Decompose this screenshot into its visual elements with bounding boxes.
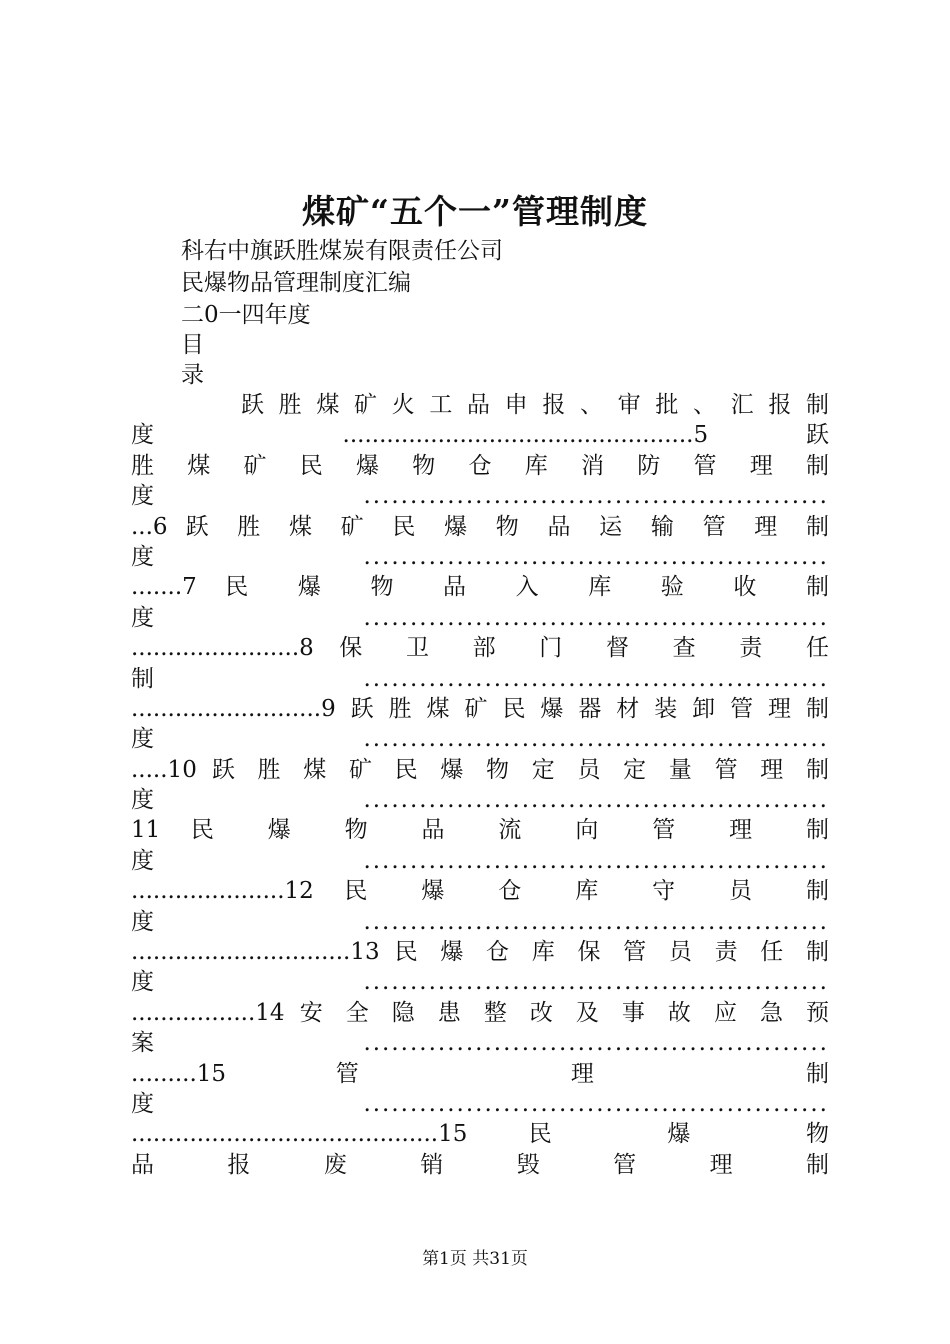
toc-heading-lu: 录 — [181, 362, 204, 388]
toc-line: .....................12 民 爆 仓 库 守 员 制 — [131, 878, 829, 905]
toc-line: .....10 跃 胜 煤 矿 民 爆 物 定 员 定 量 管 理 制 — [131, 756, 829, 783]
toc-line: .................14 安 全 隐 患 整 改 及 事 故 应 急 预 — [131, 999, 829, 1026]
toc-line: 度.................................................. — [131, 969, 829, 996]
toc-line: 度.................................................. — [131, 1090, 829, 1117]
toc-line: .........15 管 理 制 — [131, 1060, 829, 1087]
toc-line: .......................8 保 卫 部 门 督 查 责 任 — [131, 635, 829, 662]
toc-line: 跃 胜 煤 矿 火 工 品 申 报 、 审 批 、 汇 报 制 — [241, 392, 829, 418]
toc-line: ..........................9跃胜煤矿民爆器材装卸管理制 — [131, 695, 829, 722]
table-of-contents — [131, 390, 829, 1180]
toc-line: 品 报 废 销 毁 管 理 制 — [131, 1151, 829, 1178]
toc-line: 度.................................................. — [131, 543, 829, 570]
page-footer: 第1页 共31页 — [422, 1249, 528, 1269]
toc-line: 制.................................................. — [131, 665, 829, 692]
toc-line: ...6 跃 胜 煤 矿 民 爆 物 品 运 输 管 理 制 — [131, 513, 829, 540]
toc-line: 度.................................................. — [131, 908, 829, 935]
document-subtitle: 民爆物品管理制度汇编 — [181, 270, 411, 296]
toc-line: 度.................................................. — [131, 847, 829, 874]
toc-line: 度 ................................................5 跃 — [131, 422, 829, 449]
toc-line: 度.................................................. — [131, 787, 829, 814]
toc-line: 度.................................................. — [131, 726, 829, 753]
company-name: 科右中旗跃胜煤炭有限责任公司 — [181, 238, 503, 264]
toc-line: 11 民 爆 物 品 流 向 管 理 制 — [131, 817, 829, 844]
toc-heading-mu: 目 — [181, 332, 204, 358]
toc-line: 胜 煤 矿 民 爆 物 仓 库 消 防 管 理 制 — [131, 452, 829, 479]
toc-line: 案.................................................. — [131, 1030, 829, 1057]
toc-line: ..........................................15 民 爆 物 — [131, 1121, 829, 1148]
toc-line: .......7 民 爆 物 品 入 库 验 收 制 — [131, 574, 829, 601]
document-title: 煤矿“五个一”管理制度 — [302, 192, 648, 231]
document-year: 二0一四年度 — [181, 302, 311, 328]
toc-line: 度.................................................. — [131, 604, 829, 631]
toc-line: ..............................13 民 爆 仓 库 保 管 员 责 任 制 — [131, 939, 829, 966]
toc-line: 度.................................................. — [131, 483, 829, 510]
